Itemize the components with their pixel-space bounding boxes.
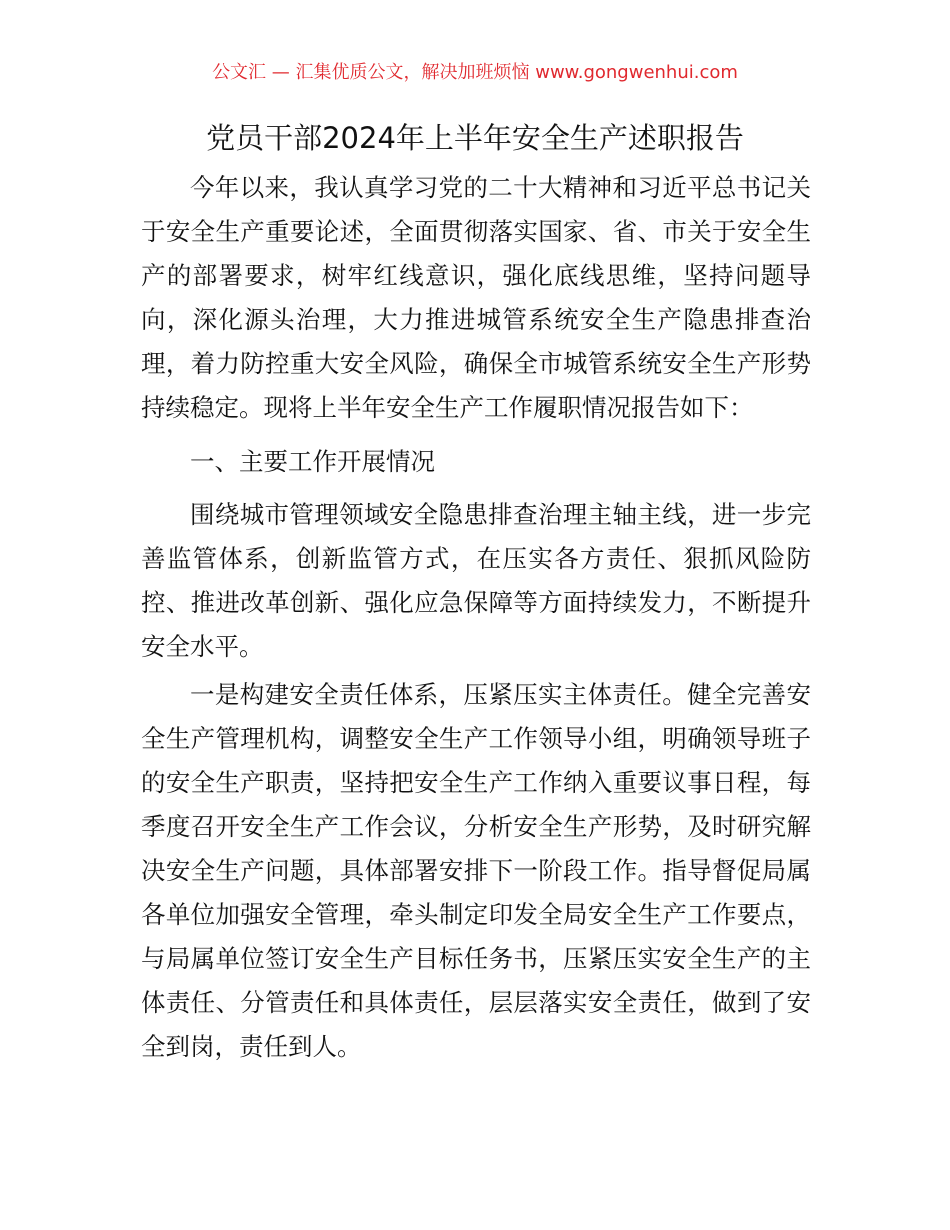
text-line: 善监管体系，创新监管方式，在压实各方责任、狠抓风险防 bbox=[141, 544, 811, 573]
paragraph-intro bbox=[141, 166, 811, 430]
text-line: 一、主要工作开展情况 bbox=[190, 447, 435, 476]
paragraph-responsibility bbox=[141, 673, 811, 1069]
text-line: 安全水平。 bbox=[141, 632, 264, 661]
text-line: 一是构建安全责任体系，压紧压实主体责任。健全完善安 bbox=[190, 680, 811, 709]
text-line: 向，深化源头治理，大力推进城管系统安全生产隐患排查治 bbox=[141, 305, 811, 334]
text-line: 与局属单位签订安全生产目标任务书，压紧压实安全生产的主 bbox=[141, 944, 811, 973]
text-line: 全生产管理机构，调整安全生产工作领导小组，明确领导班子 bbox=[141, 724, 811, 753]
paragraph-overview bbox=[141, 493, 811, 669]
text-line: 全到岗，责任到人。 bbox=[141, 1032, 362, 1061]
text-line: 控、推进改革创新、强化应急保障等方面持续发力，不断提升 bbox=[141, 588, 811, 617]
text-line: 的安全生产职责，坚持把安全生产工作纳入重要议事日程，每 bbox=[141, 768, 811, 797]
text-line: 各单位加强安全管理，牵头制定印发全局安全生产工作要点， bbox=[141, 900, 811, 929]
text-line: 决安全生产问题，具体部署安排下一阶段工作。指导督促局属 bbox=[141, 856, 811, 885]
text-line: 围绕城市管理领域安全隐患排查治理主轴主线，进一步完 bbox=[190, 500, 811, 529]
section-heading bbox=[141, 440, 811, 484]
text-line: 季度召开安全生产工作会议，分析安全生产形势，及时研究解 bbox=[141, 812, 811, 841]
text-line: 理，着力防控重大安全风险，确保全市城管系统安全生产形势 bbox=[141, 349, 811, 378]
site-banner: 公文汇 — 汇集优质公文，解决加班烦恼 www.gongwenhui.com bbox=[212, 62, 738, 83]
document-title: 党员干部2024年上半年安全生产述职报告 bbox=[206, 121, 744, 155]
text-line: 持续稳定。现将上半年安全生产工作履职情况报告如下： bbox=[141, 393, 754, 422]
text-line: 今年以来，我认真学习党的二十大精神和习近平总书记关 bbox=[190, 173, 811, 202]
text-line: 于安全生产重要论述，全面贯彻落实国家、省、市关于安全生 bbox=[141, 217, 811, 246]
text-line: 产的部署要求，树牢红线意识，强化底线思维，坚持问题导 bbox=[141, 261, 811, 290]
text-line: 体责任、分管责任和具体责任，层层落实安全责任，做到了安 bbox=[141, 988, 811, 1017]
